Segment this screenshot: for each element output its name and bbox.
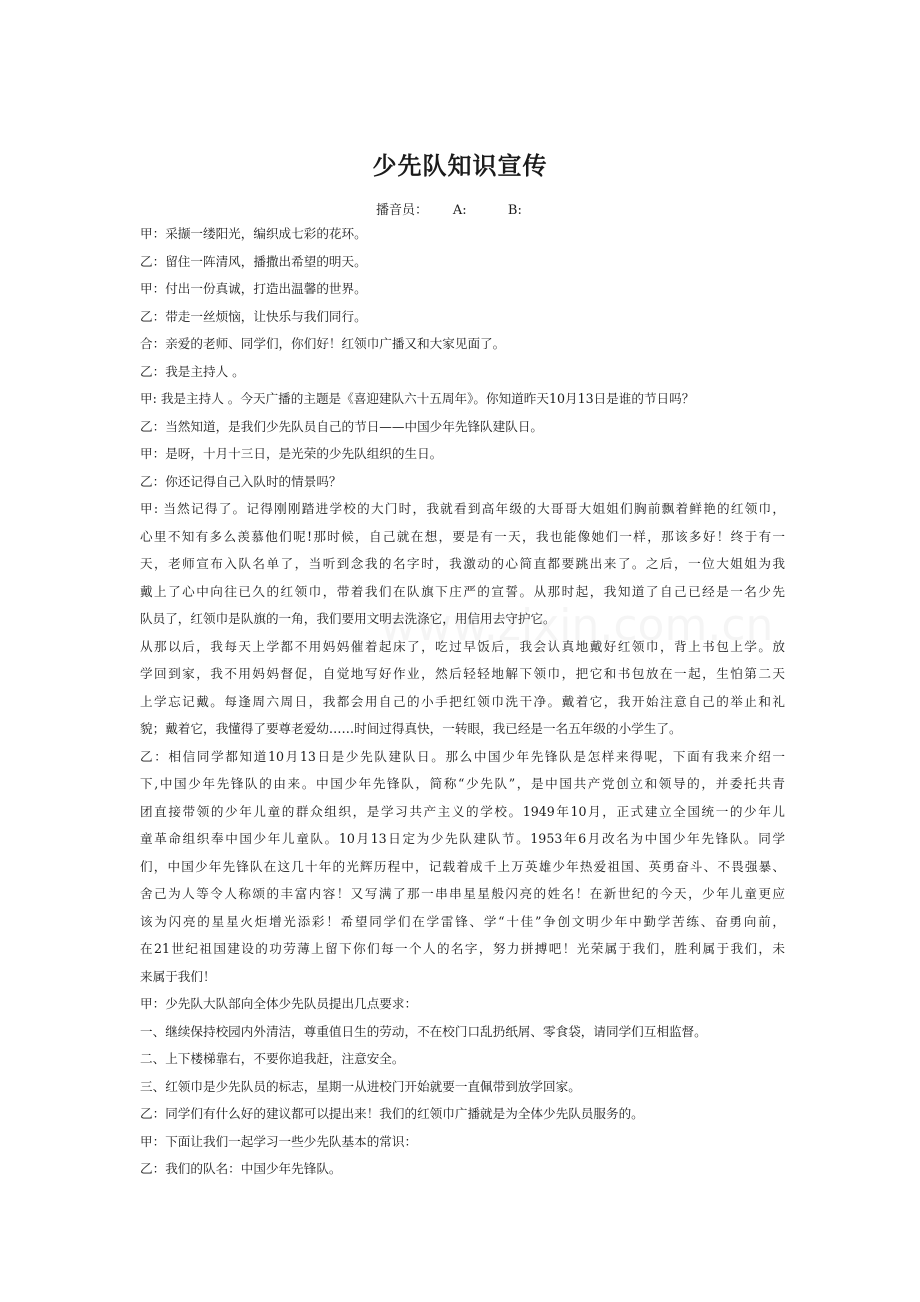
text-line: 乙：我们的队名：中国少年先锋队。 (140, 1161, 342, 1176)
text-line: 乙：我是主持人 。 (140, 363, 245, 379)
text-line: 乙：你还记得自己入队时的情景吗？ (140, 473, 342, 489)
text-line: 貌；戴着它，我懂得了要尊老爱幼……时间过得真快，一转眼，我已经是一名五年级的小学生了。 (140, 721, 682, 736)
text-line: 二、上下楼梯靠右，不要你追我赶，注意安全。 (140, 1051, 405, 1066)
text-line: 舍己为人等令人称颂的丰富内容！又写满了那一串串星星般闪亮的姓名！在新世纪的今天，少年儿童更应 (140, 886, 785, 901)
text-line: 甲：采撷一缕阳光，编织成七彩的花环。 (140, 226, 367, 241)
text-line: 乙：同学们有什么好的建议都可以提出来！我们的红领巾广播就是为全体少先队员服务的。 (140, 1106, 644, 1121)
text-line: 上学忘记戴。每逢周六周日，我都会用自己的小手把红领巾洗干净。戴着它，我开始注意自己的举止和礼 (140, 693, 785, 709)
announcers-line (376, 199, 522, 218)
text-line: 该为闪亮的星星火炬增光添彩！希望同学们在学雷锋、学“十佳”争创文明少年中勤学苦练、奋勇向前， (140, 913, 785, 929)
text-line: 甲：是呀，十月十三日，是光荣的少先队组织的生日。 (140, 446, 443, 461)
text-line: 一、继续保持校园内外清洁，尊重值日生的劳动，不在校门口乱扔纸屑、零食袋，请同学们互相监督。 (140, 1023, 707, 1039)
text-line: 团直接带领的少年儿童的群众组织，是学习共产主义的学校。1949年10月，正式建立全国统一的少年儿 (140, 803, 785, 819)
announcer-b: B: (507, 203, 522, 218)
text-line: 戴上了心中向往已久的红领巾，带着我们在队旗下庄严的宣誓。从那时起，我知道了自己已经是一名少先 (140, 583, 785, 599)
text-line: 合：亲爱的老师、同学们，你们好！红领巾广播又和大家见面了。 (140, 336, 506, 351)
text-line: 学回到家，我不用妈妈督促，自觉地写好作业，然后轻轻地解下领巾，把它和书包放在一起，生怕第二天 (140, 666, 785, 681)
text-line: 童革命组织奉中国少年儿童队。10月13日定为少先队建队节。1953年6月改名为中国少年先锋队。同学 (140, 831, 785, 846)
text-line: 甲：下面让我们一起学习一些少先队基本的常识： (140, 1133, 418, 1149)
text-line: 下,中国少年先锋队的由来。中国少年先锋队，简称“少先队”，是中国共产党创立和领导的，并委托共青 (140, 776, 785, 791)
text-line: 乙：相信同学都知道10月13日是少先队建队日。那么中国少年先锋队是怎样来得呢，下面有我来介绍一 (140, 748, 785, 764)
text-line: 三、红领巾是少先队员的标志，星期一从进校门开始就要一直佩带到放学回家。 (140, 1078, 581, 1094)
text-line: 甲：付出一份真诚，打造出温馨的世界。 (140, 281, 367, 296)
document-body (140, 220, 785, 1183)
text-line: 乙：留住一阵清风，播撒出希望的明天。 (140, 253, 367, 269)
text-line: 心里不知有多么羡慕他们呢!那时候，自己就在想，要是有一天，我也能像她们一样，那该多好！终于有一 (140, 528, 785, 544)
text-line: 队员了，红领巾是队旗的一角，我们要用文明去洗涤它，用信用去守护它。 (140, 611, 556, 626)
text-line: 来属于我们！ (140, 968, 216, 984)
text-line: 天，老师宣布入队名单了，当听到念我的名字时，我激动的心简直都要跳出来了。之后，一位大姐姐为我 (140, 556, 785, 571)
text-line: 甲: 我是主持人 。今天广播的主题是《喜迎建队六十五周年》。你知道昨天10月13日是谁的节日吗？ (140, 391, 695, 406)
text-line: 从那以后，我每天上学都不用妈妈催着起床了，吃过早饭后，我会认真地戴好红领巾，背上书包上学。放 (140, 638, 785, 654)
page-title: 少先队知识宣传 (372, 152, 548, 180)
text-line: 甲: 当然记得了。记得刚刚踏进学校的大门时，我就看到高年级的大哥哥大姐姐们胸前飘着鲜艳的红领巾， (140, 501, 785, 516)
text-line: 在21世纪祖国建设的功劳薄上留下你们每一个人的名字，努力拼搏吧！光荣属于我们，胜利属于我们，未 (140, 941, 785, 956)
announcers-label: 播音员： (376, 203, 429, 218)
text-line: 甲：少先队大队部向全体少先队员提出几点要求： (140, 996, 418, 1011)
announcer-a: A: (452, 203, 467, 218)
text-line: 乙：带走一丝烦恼，让快乐与我们同行。 (140, 308, 367, 324)
text-line: 们，中国少年先锋队在这几十年的光辉历程中，记载着成千上万英雄少年热爱祖国、英勇奋斗、不畏强暴、 (140, 858, 785, 874)
text-line: 乙：当然知道，是我们少先队员自己的节日——中国少年先锋队建队日。 (140, 418, 543, 434)
